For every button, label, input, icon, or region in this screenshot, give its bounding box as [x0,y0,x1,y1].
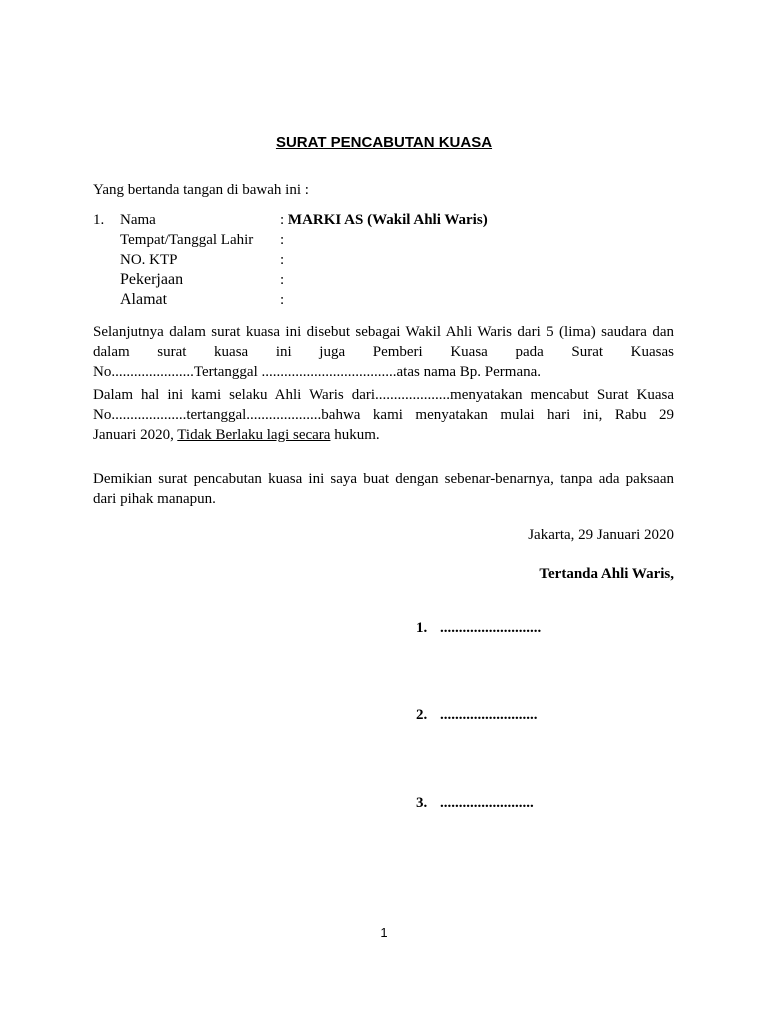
place-date: Jakarta, 29 Januari 2020 [528,527,674,543]
underlined-text: Tidak Berlaku lagi secara [177,427,331,443]
signature-line-2 [416,707,538,724]
identity-value-name: MARKI AS (Wakil Ahli Waris) [287,212,488,228]
text-segment: hukum. [330,427,380,443]
paragraph-2 [93,385,674,445]
identity-label: NO. KTP [120,252,178,268]
document-title: SURAT PENCABUTAN KUASA [275,134,493,151]
paragraph-line: Demikian surat pencabutan kuasa ini saya buat dengan sebenar-benarnya, tanpa ada paksaan [93,471,674,487]
paragraph-1 [93,322,674,382]
identity-label: Tempat/Tanggal Lahir [120,232,254,248]
signature-dots: ......................... [440,795,534,811]
signature-number: 3. [416,795,428,811]
signature-number: 2. [416,707,428,723]
paragraph-line: Selanjutnya dalam surat kuasa ini disebut sebagai Wakil Ahli Waris dari 5 (lima) saudara dan [93,324,674,340]
paragraph-line: dalam surat kuasa ini juga Pemberi Kuasa pada Surat Kuasas [93,344,674,360]
intro-text: Yang bertanda tangan di bawah ini : [93,182,309,198]
signatory-heading: Tertanda Ahli Waris, [539,566,674,582]
identity-colon [280,211,488,229]
text-segment: Januari 2020, [93,427,178,443]
identity-label: Pekerjaan [120,271,184,288]
identity-colon: : [280,292,285,308]
paragraph-3 [93,469,674,509]
signature-line-3 [416,795,534,812]
paragraph-line: Dalam hal ini kami selaku Ahli Waris dari....................menyatakan mencabut Surat Kuasa [93,387,674,403]
paragraph-line: dari pihak manapun. [93,491,216,507]
identity-label: Alamat [120,291,168,308]
signature-line-1 [416,620,541,637]
identity-colon: : [280,232,285,248]
identity-label: Nama [120,212,156,228]
signature-number: 1. [416,620,428,636]
paragraph-line: No......................Tertanggal ....................................atas nama Bp. Permana. [93,364,542,380]
identity-colon: : [280,252,285,268]
page-number: 1 [380,925,388,940]
paragraph-line: No....................tertanggal....................bahwa kami menyatakan mulai hari ini, Rabu 29 [93,407,674,423]
colon: : [280,212,285,228]
signature-dots: .......................... [440,707,538,723]
identity-colon: : [280,272,285,288]
signature-dots: ........................... [440,620,542,636]
paragraph-line [93,425,674,445]
identity-number: 1. [93,212,105,228]
